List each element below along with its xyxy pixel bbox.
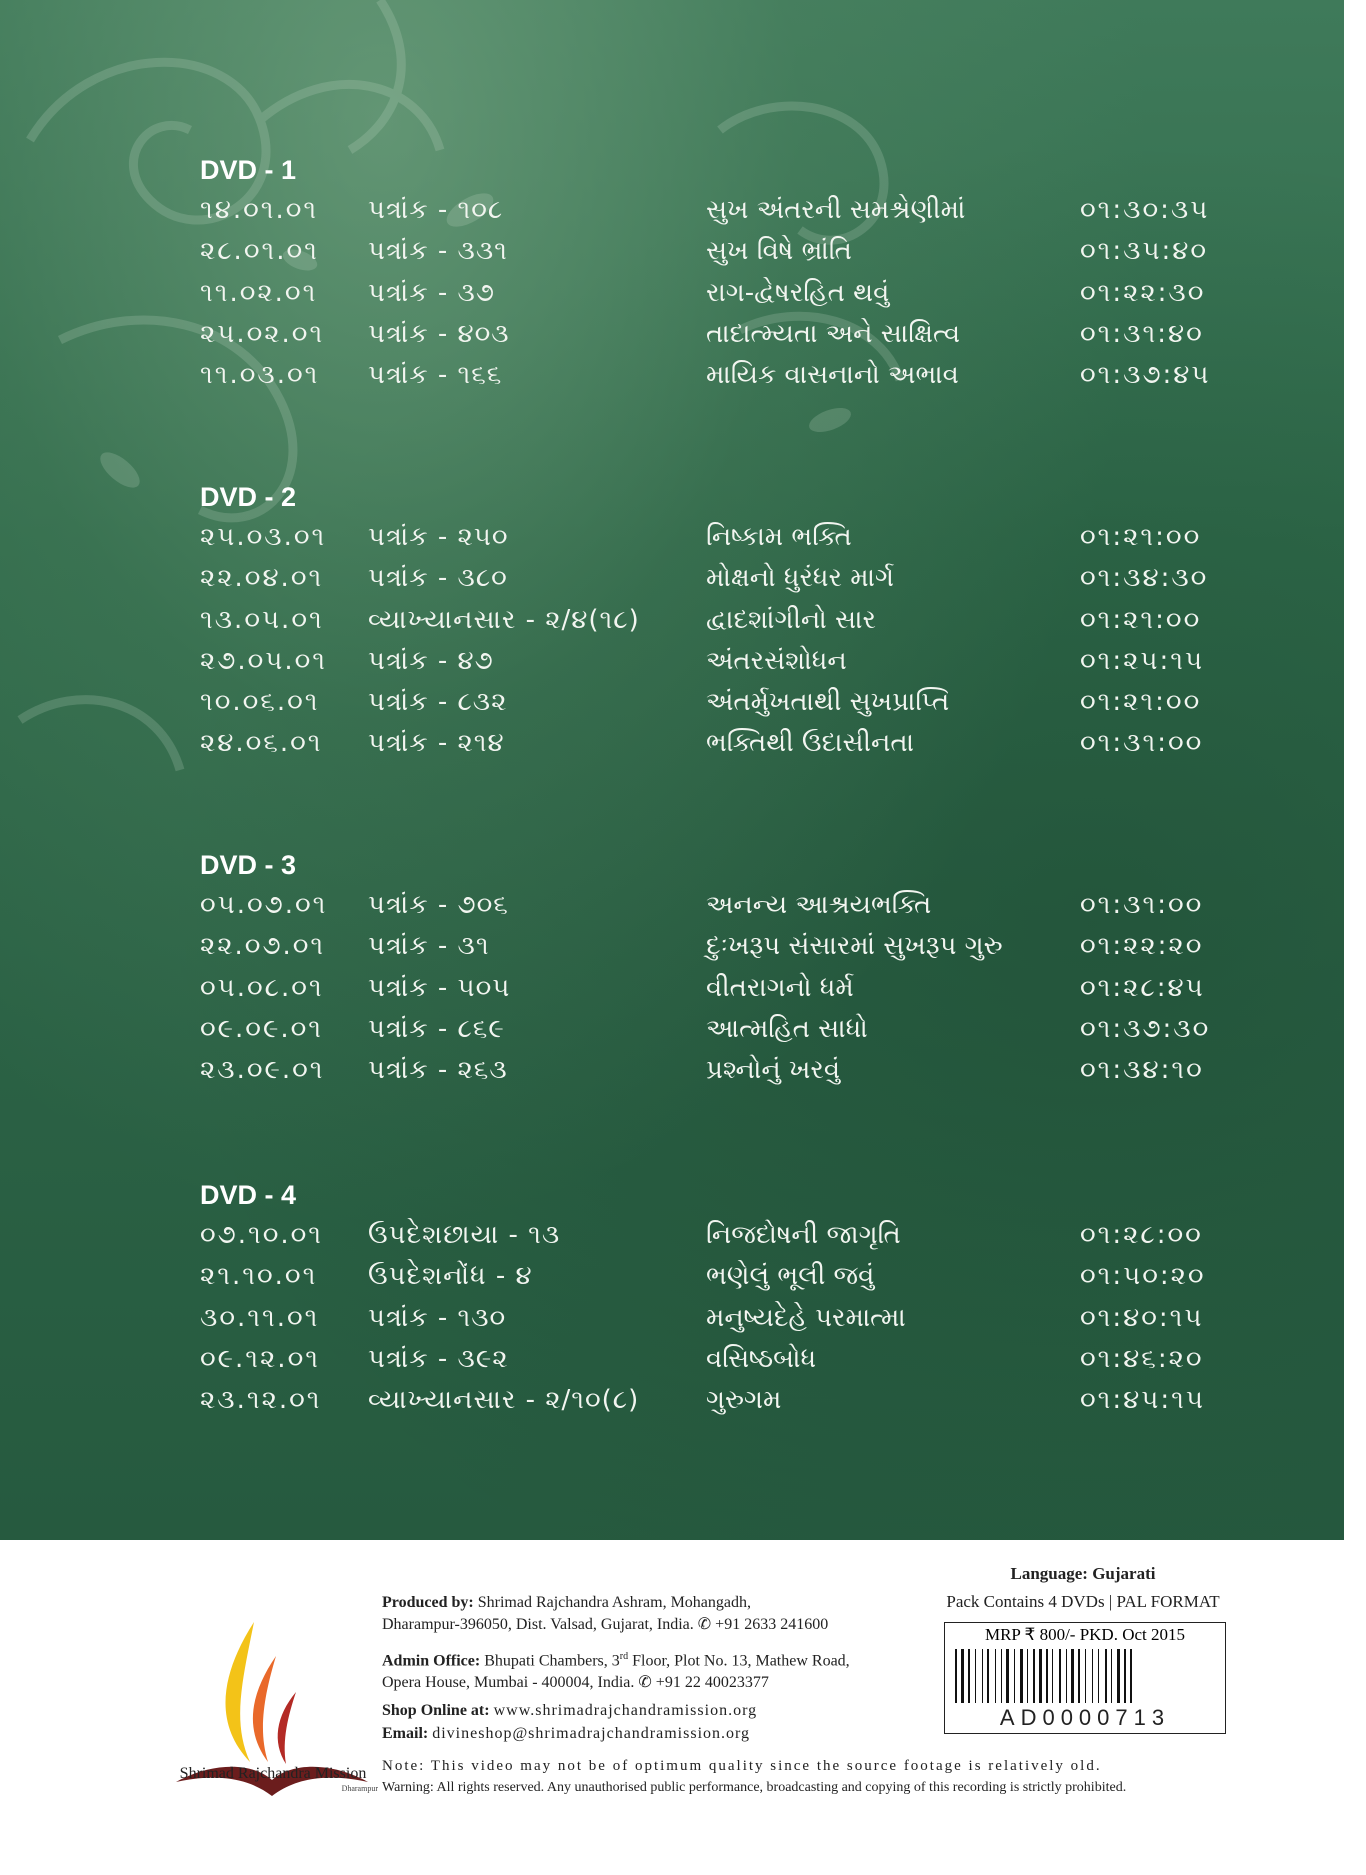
track-title: દ્વાદશાંગીનો સાર: [706, 604, 876, 635]
track-title: આત્મહિત સાધો: [706, 1013, 868, 1044]
barcode-bar: [961, 1649, 964, 1703]
track-row: [200, 558, 1209, 599]
barcode-bar: [1039, 1649, 1042, 1703]
track-title: માયિક વાસનાનો અભાવ: [706, 360, 959, 391]
mrp-price: MRP ₹ 800/- PKD. Oct 2015: [984, 1625, 1186, 1644]
track-duration: ૦૧:૨૧:૦૦: [1080, 522, 1202, 552]
track-date: ૨૨.૦૭.૦૧: [200, 931, 326, 962]
pack-format: Pack Contains 4 DVDs | PAL FORMAT: [946, 1592, 1220, 1611]
track-title: નિષ્કામ ભક્તિ: [706, 522, 852, 552]
barcode-bar: [1001, 1649, 1002, 1703]
admin-office-label: Admin Office:: [382, 1652, 481, 1670]
produced-by: [382, 1592, 828, 1636]
track-date: ૨૭.૦૫.૦૧: [200, 645, 327, 676]
barcode-bar: [1111, 1649, 1112, 1703]
barcode-bar: [1130, 1649, 1132, 1703]
email-address[interactable]: divineshop@shrimadrajchandramission.org: [432, 1725, 751, 1742]
track-duration: ૦૧:૨૨:૨૦: [1080, 931, 1204, 962]
track-reference: પત્રાંક - ૩૯૨: [368, 1343, 509, 1374]
email-line: [382, 1723, 750, 1745]
track-title: નિજદોષની જાગૃતિ: [706, 1220, 901, 1250]
track-title: વસિષ્ઠબોધ: [706, 1343, 817, 1374]
track-title: પ્રશ્નોનું ખરવું: [706, 1055, 841, 1086]
shop-label: Shop Online at:: [382, 1702, 490, 1719]
track-reference: વ્યાખ્યાનસાર - ૨/૪(૧૮): [368, 604, 640, 635]
email-label: Email:: [382, 1725, 429, 1742]
track-date: ૦૯.૧૨.૦૧: [200, 1343, 320, 1374]
barcode-bar: [1046, 1649, 1048, 1703]
track-reference: પત્રાંક - ૫૦૫: [368, 972, 511, 1003]
track-duration: ૦૧:૩૧:૦૦: [1080, 890, 1204, 920]
track-duration: ૦૧:૩૭:૩૦: [1080, 1013, 1211, 1044]
dvd-block: [200, 150, 1211, 396]
barcode-bar: [1033, 1649, 1035, 1703]
track-reference: પત્રાંક - ૩૧: [368, 931, 490, 962]
language-label: Language: Gujarati: [1010, 1564, 1156, 1583]
barcode-bar: [1078, 1649, 1080, 1703]
footer-panel: [0, 1540, 1344, 1875]
track-row: [200, 1050, 1204, 1091]
track-title: અંતર્મુખતાથી સુખપ્રાપ્તિ: [706, 687, 950, 718]
track-reference: પત્રાંક - ૨૬૩: [368, 1055, 508, 1086]
track-duration: ૦૧:૩૪:૩૦: [1080, 563, 1209, 594]
admin-office-line1-a: Bhupati Chambers, 3: [484, 1652, 620, 1670]
barcode-bar: [995, 1649, 996, 1703]
barcode-bar: [982, 1649, 983, 1703]
barcode-bar: [1071, 1649, 1074, 1703]
track-row: [200, 600, 1202, 641]
track-date: ૦૫.૦૮.૦૧: [200, 972, 324, 1003]
dvd-block: [200, 477, 1209, 765]
track-date: ૧૪.૦૧.૦૧: [200, 195, 319, 225]
track-title: વીતરાગનો ધર્મ: [706, 972, 854, 1003]
track-duration: ૦૧:૩૫:૪૦: [1080, 236, 1209, 267]
track-duration: ૦૧:૨૫:૧૫: [1080, 645, 1205, 676]
track-duration: ૦૧:૩૧:૪૦: [1080, 318, 1204, 349]
admin-office-line2: Opera House, Mumbai - 400004, India.: [382, 1674, 635, 1692]
track-reference: પત્રાંક - ૩૮૦: [368, 563, 508, 594]
barcode-box: [944, 1622, 1226, 1734]
track-duration: ૦૧:૨૮:૪૫: [1080, 972, 1205, 1003]
track-row: [200, 641, 1205, 682]
barcode-bar: [1014, 1649, 1015, 1703]
dvd-title: DVD - 1: [200, 155, 297, 185]
produced-by-phone: +91 2633 241600: [715, 1616, 829, 1633]
quality-note: Note: This video may not be of optimum quality since the source footage is relatively old.: [382, 1758, 1102, 1774]
track-row: [200, 1339, 1204, 1380]
track-date: ૨૩.૧૨.૦૧: [200, 1385, 322, 1416]
track-duration: ૦૧:૨૮:૦૦: [1080, 1220, 1203, 1250]
produced-by-line1: Shrimad Rajchandra Ashram, Mohangadh,: [477, 1594, 751, 1611]
barcode-bar: [968, 1649, 970, 1703]
track-title: મોક્ષનો ધુરંધર માર્ગ: [706, 563, 894, 594]
track-duration: ૦૧:૨૧:૦૦: [1080, 604, 1202, 635]
logo-subtitle: Dharampur: [341, 1784, 378, 1793]
track-duration: ૦૧:૩૪:૧૦: [1080, 1055, 1204, 1086]
track-row: [200, 355, 1211, 396]
copyright-warning: Warning: All rights reserved. Any unauthorised public performance, broadcasting and copying of this recording is strictly prohibited.: [382, 1780, 1127, 1795]
shop-url[interactable]: www.shrimadrajchandramission.org: [493, 1702, 758, 1719]
barcode-bar: [975, 1649, 976, 1703]
barcode-bar: [1020, 1649, 1023, 1703]
track-reference: ઉપદેશછાયા - ૧૩: [368, 1220, 561, 1250]
dvd-title: DVD - 3: [200, 850, 297, 880]
track-reference: પત્રાંક - ૧૬૬: [368, 360, 503, 391]
track-row: [200, 314, 1204, 355]
track-title: દુઃખરૂપ સંસારમાં સુખરૂપ ગુરુ: [706, 931, 1003, 962]
barcode-number: AD0000713: [999, 1705, 1171, 1730]
track-duration: ૦૧:૪૫:૧૫: [1080, 1385, 1205, 1416]
barcode-bar: [1085, 1649, 1086, 1703]
track-row: [200, 1380, 1205, 1421]
barcode-bar: [1059, 1649, 1061, 1703]
track-duration: ૦૧:૨૨:૩૦: [1080, 277, 1206, 308]
track-duration: ૦૧:૪૦:૧૫: [1080, 1302, 1204, 1333]
track-row: [200, 885, 1204, 926]
track-row: [200, 926, 1204, 967]
dvd-title: DVD - 2: [200, 482, 297, 512]
track-row: [200, 1256, 1206, 1297]
track-row: [200, 517, 1202, 558]
track-title: ભક્તિથી ઉદાસીનતા: [706, 728, 914, 759]
track-row: [200, 273, 1206, 314]
track-reference: પત્રાંક - ૮૬૯: [368, 1013, 505, 1044]
track-row: [200, 682, 1202, 723]
barcode-bar: [1105, 1649, 1107, 1703]
right-margin-strip: [1344, 0, 1366, 1875]
track-date: ૨૩.૦૯.૦૧: [200, 1055, 325, 1086]
track-date: ૧૧.૦૨.૦૧: [200, 277, 318, 308]
track-duration: ૦૧:૫૦:૨૦: [1080, 1261, 1206, 1292]
track-duration: ૦૧:૩૧:૦૦: [1080, 728, 1204, 759]
barcode-bar: [1066, 1649, 1067, 1703]
barcode-bar: [1052, 1649, 1053, 1703]
track-reference: પત્રાંક - ૮૩૨: [368, 687, 508, 718]
barcode-bar: [1098, 1649, 1099, 1703]
track-reference: પત્રાંક - ૧૩૦: [368, 1302, 507, 1333]
track-row: [200, 1009, 1211, 1050]
barcode-bar: [1027, 1649, 1028, 1703]
track-date: ૨૪.૦૬.૦૧: [200, 728, 323, 759]
track-title: ભણેલું ભૂલી જવું: [706, 1261, 875, 1292]
shop-online: [382, 1700, 757, 1722]
track-reference: પત્રાંક - ૪૦૩: [368, 318, 510, 349]
admin-office: [382, 1646, 850, 1694]
track-duration: ૦૧:૨૧:૦૦: [1080, 687, 1202, 718]
barcode-bar: [955, 1649, 957, 1703]
track-date: ૦૭.૧૦.૦૧: [200, 1220, 324, 1250]
track-row: [200, 231, 1209, 272]
track-title: અંતરસંશોધન: [706, 645, 847, 676]
dvd-block: [200, 1175, 1206, 1421]
barcode-bar: [1092, 1649, 1093, 1703]
track-row: [200, 1215, 1203, 1256]
track-reference: વ્યાખ્યાનસાર - ૨/૧૦(૮): [368, 1385, 640, 1416]
barcode-bar: [987, 1649, 989, 1703]
track-date: ૦૫.૦૭.૦૧: [200, 890, 328, 920]
track-duration: ૦૧:૩૭:૪૫: [1080, 360, 1211, 391]
track-row: [200, 723, 1204, 764]
produced-by-label: Produced by:: [382, 1594, 474, 1611]
logo-name: Shrimad Rajchandra Mission: [179, 1765, 367, 1782]
track-title: અનન્ય આશ્રયભક્તિ: [706, 890, 932, 920]
track-reference: પત્રાંક - ૨૧૪: [368, 728, 505, 759]
track-title: રાગ-દ્વેષરહિત થવું: [706, 277, 890, 308]
track-reference: પત્રાંક - ૧૦૮: [368, 195, 504, 225]
track-title: ગુરુગમ: [706, 1385, 782, 1416]
track-date: ૨૫.૦૩.૦૧: [200, 522, 327, 552]
track-title: સુખ અંતરની સમશ્રેણીમાં: [706, 195, 966, 225]
track-date: ૧૧.૦૩.૦૧: [200, 360, 320, 391]
barcode-bar: [1124, 1649, 1126, 1703]
track-date: ૧૩.૦૫.૦૧: [200, 604, 324, 635]
track-row: [200, 190, 1210, 231]
dvd-block: [200, 845, 1211, 1091]
track-date: ૨૮.૦૧.૦૧: [200, 236, 319, 267]
track-duration: ૦૧:૩૦:૩૫: [1080, 195, 1210, 225]
admin-office-phone: +91 22 40023377: [655, 1674, 769, 1692]
produced-by-line2: Dharampur-396050, Dist. Valsad, Gujarat, India.: [382, 1616, 694, 1633]
barcode-bar: [1117, 1649, 1120, 1703]
admin-office-line1-b: Floor, Plot No. 13, Mathew Road,: [628, 1652, 850, 1670]
phone-icon: ✆: [697, 1616, 712, 1633]
track-reference: પત્રાંક - ૩૩૧: [368, 236, 508, 267]
track-reference: પત્રાંક - ૪૭: [368, 645, 494, 676]
phone-icon: ✆: [638, 1674, 652, 1692]
track-reference: ઉપદેશનોંધ - ૪: [368, 1261, 533, 1292]
track-date: ૨૧.૧૦.૦૧: [200, 1261, 318, 1292]
track-date: ૧૦.૦૬.૦૧: [200, 687, 320, 718]
track-reference: પત્રાંક - ૭૦૬: [368, 890, 509, 920]
track-title: મનુષ્યદેહે પરમાત્મા: [706, 1302, 906, 1333]
track-row: [200, 968, 1205, 1009]
track-date: ૨૫.૦૨.૦૧: [200, 318, 325, 349]
track-duration: ૦૧:૪૬:૨૦: [1080, 1343, 1204, 1374]
barcode-bar: [1006, 1649, 1009, 1703]
track-reference: પત્રાંક - ૨૫૦: [368, 522, 509, 552]
track-date: ૨૨.૦૪.૦૧: [200, 563, 324, 594]
dvd-title: DVD - 4: [200, 1180, 297, 1210]
track-date: ૩૦.૧૧.૦૧: [200, 1302, 320, 1333]
track-row: [200, 1298, 1204, 1339]
track-title: સુખ વિષે ભ્રાંતિ: [706, 236, 852, 267]
barcode-icon: [955, 1649, 1215, 1703]
admin-office-sup: rd: [619, 1651, 629, 1662]
track-title: તાદાત્મ્યતા અને સાક્ષિત્વ: [706, 318, 961, 349]
track-date: ૦૯.૦૯.૦૧: [200, 1013, 324, 1044]
track-reference: પત્રાંક - ૩૭: [368, 277, 495, 308]
